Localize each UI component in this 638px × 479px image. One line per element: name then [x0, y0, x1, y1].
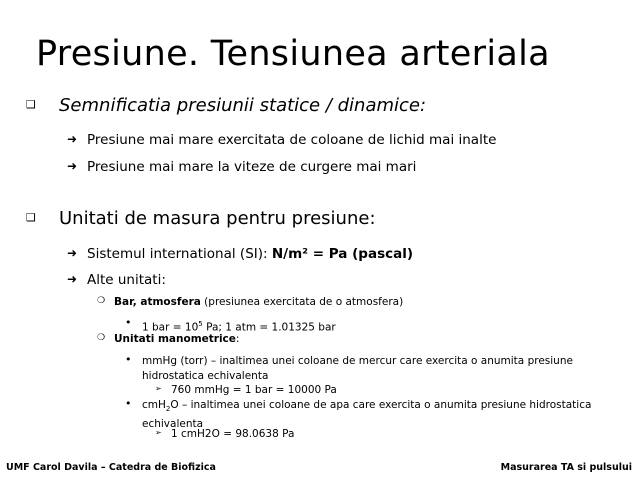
bar-title: Bar, atmosfera: [114, 296, 201, 308]
mmhg-description: mmHg (torr) – inaltimea unei coloane de mercur care exercita o anumita presiune hidrostatica echivalenta: [142, 355, 573, 382]
list-item-text: Presiune mai mare la viteze de curgere mai mari: [87, 159, 417, 175]
bar-eq-part: 1 bar = 10: [142, 321, 199, 334]
dot-bullet-icon: •: [125, 397, 132, 410]
si-label: Sistemul international (SI):: [87, 246, 272, 262]
bar-eq-exponent: 5: [198, 320, 203, 328]
dot-bullet-icon: •: [125, 316, 132, 329]
footer-right: Masurarea TA si pulsului: [500, 462, 632, 473]
square-bullet-icon: ❑: [26, 211, 36, 224]
si-unit: N/m² = Pa (pascal): [271, 246, 414, 262]
bar-eq-part: Pa; 1 atm = 1.01325 bar: [202, 321, 336, 334]
dot-bullet-icon: •: [125, 353, 132, 366]
other-units-label: Alte unitati:: [87, 272, 166, 288]
cmh2o-description: O – inaltimea unei coloane de apa care exercita o anumita presiune hidrostatica echivalenta: [142, 399, 592, 431]
arrow-bullet-icon: ➜: [67, 132, 78, 146]
mmhg-equation: 760 mmHg = 1 bar = 10000 Pa: [171, 384, 337, 396]
slide-title: Presiune. Tensiunea arteriala: [36, 34, 550, 74]
arrow-bullet-icon: ➜: [67, 272, 78, 286]
footer-left: UMF Carol Davila – Catedra de Biofizica: [6, 462, 216, 473]
arrowhead-bullet-icon: ➢: [155, 428, 162, 437]
square-bullet-icon: ❑: [26, 98, 36, 111]
section-heading: Semnificatia presiunii statice / dinamice:: [59, 95, 427, 116]
section-heading: Unitati de masura pentru presiune:: [59, 208, 376, 229]
manometric-title: Unitati manometrice: [114, 333, 236, 345]
arrow-bullet-icon: ➜: [67, 246, 78, 260]
arrow-bullet-icon: ➜: [67, 159, 78, 173]
circle-bullet-icon: ❍: [97, 296, 106, 306]
bar-description: (presiunea exercitata de o atmosfera): [200, 296, 404, 308]
list-item-text: Presiune mai mare exercitata de coloane de lichid mai inalte: [87, 132, 497, 148]
arrowhead-bullet-icon: ➢: [155, 384, 162, 393]
cmh2o-equation: 1 cmH2O = 98.0638 Pa: [171, 428, 295, 440]
circle-bullet-icon: ❍: [97, 333, 106, 343]
